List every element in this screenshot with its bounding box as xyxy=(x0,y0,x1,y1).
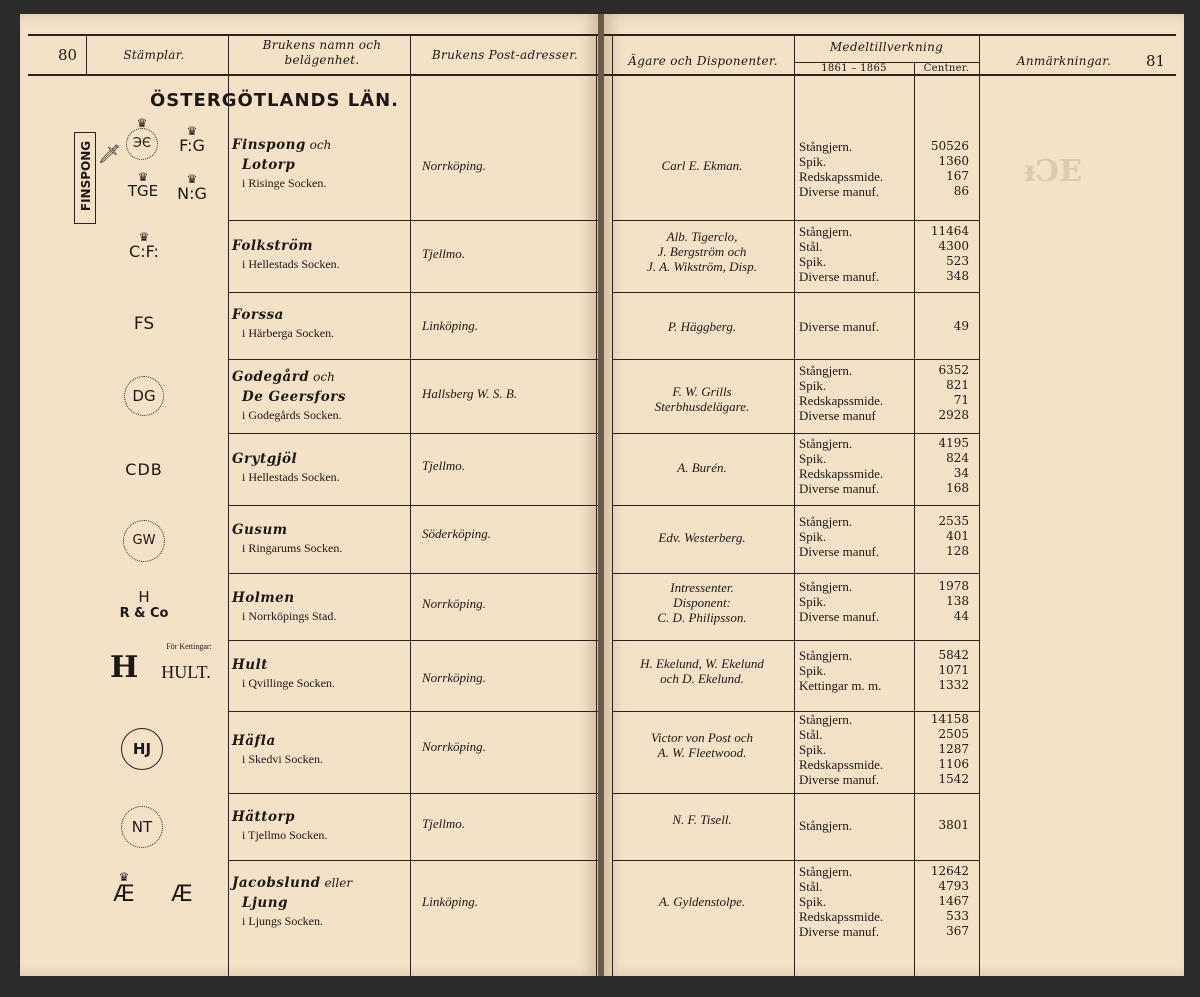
row-rule xyxy=(612,359,979,360)
production-row xyxy=(799,742,969,757)
stamp-text: TGE xyxy=(127,182,159,200)
right-page-number: 81 xyxy=(1146,52,1166,70)
product-qty: 138 xyxy=(946,594,969,608)
stamp-text: C:F: xyxy=(129,242,159,261)
production-row xyxy=(799,924,969,939)
production-row xyxy=(799,269,969,284)
works-parish: i Ringarums Socken. xyxy=(242,541,343,555)
stamp-holmen xyxy=(116,588,172,621)
product-qty: 4300 xyxy=(938,239,969,253)
works-name-2: Ljung xyxy=(242,895,288,911)
works-entry xyxy=(232,135,402,191)
product-qty: 2928 xyxy=(938,408,969,422)
product-name: Diverse manuf. xyxy=(799,772,880,787)
works-entry xyxy=(232,807,402,843)
product-name: Stångjern. xyxy=(799,363,853,378)
production-row xyxy=(799,239,969,254)
product-name: Stångjern. xyxy=(799,818,853,833)
post-address: Hallsberg W. S. B. xyxy=(422,386,518,401)
works-entry xyxy=(232,588,402,624)
production-row xyxy=(799,224,969,239)
header-owners: Ägare och Disponenter. xyxy=(628,54,778,68)
product-qty: 167 xyxy=(946,169,969,183)
row-rule xyxy=(228,860,598,861)
production-row xyxy=(799,909,969,924)
owner-entry xyxy=(612,530,792,545)
production-row xyxy=(799,648,969,663)
product-name: Spik. xyxy=(799,894,827,909)
production-entry xyxy=(799,436,969,496)
product-name: Redskapssmide. xyxy=(799,909,884,924)
product-name: Spik. xyxy=(799,378,827,393)
production-entry xyxy=(799,514,969,559)
product-name: Stångjern. xyxy=(799,712,853,727)
product-name: Spik. xyxy=(799,742,827,757)
production-row xyxy=(799,184,969,199)
product-qty: 49 xyxy=(953,319,969,333)
production-row xyxy=(799,408,969,423)
works-name: Jacobslund xyxy=(232,875,321,891)
works-name: Gusum xyxy=(232,522,288,538)
stamp-finspong-1 xyxy=(122,118,162,160)
works-parish: i Ljungs Socken. xyxy=(242,914,323,928)
owner-entry xyxy=(612,460,792,475)
product-qty: 14158 xyxy=(930,712,969,726)
works-entry xyxy=(232,655,402,691)
row-rule xyxy=(228,433,598,434)
works-name: Holmen xyxy=(232,590,295,606)
product-name: Spik. xyxy=(799,529,827,544)
row-rule xyxy=(612,793,979,794)
production-row xyxy=(799,169,969,184)
product-qty: 2505 xyxy=(938,727,969,741)
row-rule xyxy=(612,505,979,506)
product-name: Diverse manuf. xyxy=(799,544,880,559)
product-name: Diverse manuf. xyxy=(799,924,880,939)
production-row xyxy=(799,363,969,378)
production-entry xyxy=(799,579,969,624)
production-row xyxy=(799,757,969,772)
row-rule xyxy=(612,640,979,641)
production-row xyxy=(799,254,969,269)
owner-entry xyxy=(612,229,792,274)
product-qty: 3801 xyxy=(938,818,969,832)
product-name: Spik. xyxy=(799,254,827,269)
header-post-address: Brukens Post-adresser. xyxy=(431,48,579,62)
product-name: Stångjern. xyxy=(799,514,853,529)
product-name: Spik. xyxy=(799,663,827,678)
product-name: Redskapssmide. xyxy=(799,169,884,184)
stamp-folkstrom xyxy=(124,232,164,261)
post-address: Linköping. xyxy=(422,318,478,333)
row-rule xyxy=(612,860,979,861)
stamp-finspong-3 xyxy=(120,172,166,200)
product-name: Diverse manuf xyxy=(799,408,876,423)
row-rule xyxy=(228,505,598,506)
production-entry xyxy=(799,864,969,939)
stamp-text: FS xyxy=(133,314,155,334)
product-qty: 6352 xyxy=(938,363,969,377)
product-name: Spik. xyxy=(799,594,827,609)
works-entry xyxy=(232,449,402,485)
production-row xyxy=(799,579,969,594)
production-row xyxy=(799,609,969,624)
post-address: Tjellmo. xyxy=(422,246,465,261)
owner-line: Carl E. Ekman. xyxy=(661,158,743,173)
post-address: Tjellmo. xyxy=(422,816,465,831)
product-qty: 1287 xyxy=(938,742,969,756)
crown-icon: ♛ xyxy=(186,172,198,186)
top-rule xyxy=(604,34,1176,36)
owner-line: P. Häggberg. xyxy=(667,319,737,334)
owner-line: J. Bergström och xyxy=(657,244,747,259)
stamp-hult-h: H xyxy=(110,650,139,685)
product-qty: 71 xyxy=(953,393,969,407)
works-entry xyxy=(232,367,402,423)
header-works-name: Brukens namn och belägenhet. xyxy=(262,38,382,67)
product-qty: 367 xyxy=(946,924,969,938)
works-connector: och xyxy=(313,370,335,384)
header-years: 1861 – 1865 xyxy=(821,63,887,74)
stamp-text: H xyxy=(138,588,150,606)
owner-entry xyxy=(612,319,792,334)
production-row xyxy=(799,451,969,466)
stamp-hattorp xyxy=(120,806,164,848)
production-row xyxy=(799,663,969,678)
product-qty: 533 xyxy=(946,909,969,923)
product-qty: 1071 xyxy=(938,663,969,677)
stamp-text: NT xyxy=(121,806,163,848)
right-page xyxy=(604,14,1184,976)
crown-icon: ♛ xyxy=(186,124,198,138)
stamp-hult-note: För Kettingar: xyxy=(166,642,212,651)
production-row xyxy=(799,818,969,833)
production-entry xyxy=(799,139,969,199)
sword-icon: 🗡 xyxy=(98,144,121,165)
stamp-hult: HULT. xyxy=(161,662,211,682)
stamp-text: GW xyxy=(123,520,165,562)
works-name: Hult xyxy=(232,657,268,673)
production-row xyxy=(799,772,969,787)
production-row xyxy=(799,864,969,879)
owner-entry xyxy=(612,894,792,909)
production-entry xyxy=(799,224,969,284)
county-title: ÖSTERGÖTLANDS LÄN. xyxy=(150,90,399,111)
production-row xyxy=(799,436,969,451)
product-name: Stångjern. xyxy=(799,139,853,154)
works-entry xyxy=(232,731,402,767)
header-avg-production: Medeltillverkning xyxy=(829,40,944,54)
production-row xyxy=(799,466,969,481)
product-qty: 824 xyxy=(946,451,969,465)
production-row xyxy=(799,678,969,693)
works-entry xyxy=(232,236,402,272)
header-remarks: Anmärkningar. xyxy=(1016,54,1112,68)
works-parish: i Härberga Socken. xyxy=(242,326,335,340)
product-qty: 1360 xyxy=(938,154,969,168)
owner-line: Intressenter. xyxy=(670,580,734,595)
production-row xyxy=(799,712,969,727)
production-row xyxy=(799,727,969,742)
post-address: Norrköping. xyxy=(422,670,486,685)
product-name: Stål. xyxy=(799,727,823,742)
works-name: Grytgjöl xyxy=(232,451,298,467)
works-name: Forssa xyxy=(232,307,284,323)
works-parish: i Qvillinge Socken. xyxy=(242,676,335,690)
row-rule xyxy=(228,359,598,360)
works-name-2: Lotorp xyxy=(242,157,296,173)
left-page xyxy=(20,14,598,976)
stamp-text: FINSPONG xyxy=(79,140,93,212)
product-qty: 11464 xyxy=(930,224,969,238)
stamp-jacobslund-2 xyxy=(160,882,204,907)
owner-entry xyxy=(612,580,792,625)
works-entry xyxy=(232,873,402,929)
product-name: Spik. xyxy=(799,154,827,169)
row-rule xyxy=(228,292,598,293)
production-row xyxy=(799,139,969,154)
product-name: Stångjern. xyxy=(799,648,853,663)
product-name: Kettingar m. m. xyxy=(799,678,882,693)
product-qty: 12642 xyxy=(930,864,969,878)
stamp-text: F:G xyxy=(179,136,205,155)
row-rule xyxy=(228,640,598,641)
owner-line: N. F. Tisell. xyxy=(672,812,732,827)
owner-line: Alb. Tigerclo, xyxy=(666,229,738,244)
works-parish: i Tjellmo Socken. xyxy=(242,828,328,842)
row-rule xyxy=(228,220,598,221)
owner-line: A. W. Fleetwood. xyxy=(657,745,747,760)
product-qty: 2535 xyxy=(938,514,969,528)
works-name: Godegård xyxy=(232,369,310,385)
row-rule xyxy=(228,793,598,794)
owner-entry xyxy=(612,384,792,414)
owner-entry xyxy=(612,730,792,760)
production-row xyxy=(799,594,969,609)
stamp-text: ЭЄ xyxy=(126,128,158,160)
production-row xyxy=(799,894,969,909)
product-name: Spik. xyxy=(799,451,827,466)
production-row xyxy=(799,529,969,544)
row-rule xyxy=(612,220,979,221)
production-row xyxy=(799,514,969,529)
stamp-godegard xyxy=(124,376,164,416)
row-rule xyxy=(612,292,979,293)
works-connector: och xyxy=(309,138,332,152)
product-name: Stångjern. xyxy=(799,224,853,239)
product-qty: 1542 xyxy=(938,772,969,786)
product-name: Diverse manuf. xyxy=(799,481,880,496)
stamp-text: Æ xyxy=(171,882,193,907)
header-stamps: Stämplar. xyxy=(123,48,185,62)
product-qty: 1978 xyxy=(938,579,969,593)
production-row xyxy=(799,154,969,169)
production-entry xyxy=(799,712,969,787)
product-name: Stångjern. xyxy=(799,864,853,879)
production-entry xyxy=(799,648,969,693)
owner-line: Victor von Post och xyxy=(651,730,753,745)
owner-line: F. W. Grills xyxy=(672,384,732,399)
stamp-hafla xyxy=(120,728,164,770)
stamp-text: R & Co xyxy=(119,606,169,621)
works-name: Finspong xyxy=(232,137,306,153)
product-qty: 821 xyxy=(946,378,969,392)
product-qty: 44 xyxy=(953,609,969,623)
product-name: Redskapssmide. xyxy=(799,393,884,408)
owner-line: Disponent: xyxy=(673,595,731,610)
works-parish: i Norrköpings Stad. xyxy=(242,609,337,623)
production-row xyxy=(799,481,969,496)
crown-icon: ♛ xyxy=(136,116,148,130)
post-address: Tjellmo. xyxy=(422,458,465,473)
owner-line: C. D. Philipsson. xyxy=(657,610,747,625)
product-qty: 168 xyxy=(946,481,969,495)
product-qty: 1467 xyxy=(938,894,969,908)
post-address: Linköping. xyxy=(422,894,478,909)
top-rule xyxy=(28,34,598,36)
product-qty: 34 xyxy=(953,466,969,480)
stamp-gusum xyxy=(122,520,166,562)
header-unit: Centner. xyxy=(923,63,970,74)
stamp-forssa xyxy=(124,314,164,334)
bleed-through: ᵻϽE xyxy=(1024,154,1083,189)
owner-entry xyxy=(612,812,792,827)
row-rule xyxy=(612,433,979,434)
stamp-finspong-2 xyxy=(172,126,212,155)
works-name: Hättorp xyxy=(232,809,296,825)
owner-entry xyxy=(612,656,792,686)
works-parish: i Hellestads Socken. xyxy=(242,470,340,484)
works-name-2: De Geersfors xyxy=(242,389,346,405)
header-rule xyxy=(28,74,598,76)
stamp-grytgjol xyxy=(118,460,170,479)
works-entry xyxy=(232,305,402,341)
product-name: Redskapssmide. xyxy=(799,757,884,772)
works-name: Folkström xyxy=(232,238,314,254)
production-row xyxy=(799,544,969,559)
product-qty: 4793 xyxy=(938,879,969,893)
product-qty: 128 xyxy=(946,544,969,558)
works-parish: i Risinge Socken. xyxy=(242,176,327,190)
production-entry xyxy=(799,363,969,423)
product-qty: 1106 xyxy=(938,757,969,771)
row-rule xyxy=(228,573,598,574)
owner-line: Edv. Westerberg. xyxy=(658,530,746,545)
crown-icon: ♛ xyxy=(118,870,130,884)
post-address: Norrköping. xyxy=(422,739,486,754)
row-rule xyxy=(228,711,598,712)
col-rule xyxy=(979,34,980,976)
owner-entry xyxy=(612,158,792,173)
works-connector: eller xyxy=(324,876,353,890)
stamp-text: Æ xyxy=(113,882,135,907)
left-page-number: 80 xyxy=(58,46,78,64)
works-entry xyxy=(232,520,402,556)
product-name: Stångjern. xyxy=(799,436,853,451)
crown-icon: ♛ xyxy=(138,230,150,244)
product-name: Stångjern. xyxy=(799,579,853,594)
product-qty: 523 xyxy=(946,254,969,268)
owner-line: J. A. Wikström, Disp. xyxy=(647,259,757,274)
product-name: Diverse manuf. xyxy=(799,184,880,199)
post-address: Norrköping. xyxy=(422,596,486,611)
stamp-jacobslund-1 xyxy=(102,872,146,907)
product-qty: 86 xyxy=(953,184,969,198)
product-name: Stål. xyxy=(799,239,823,254)
production-row xyxy=(799,393,969,408)
production-entry xyxy=(799,319,969,334)
works-parish: i Hellestads Socken. xyxy=(242,257,340,271)
product-qty: 50526 xyxy=(930,139,969,153)
stamp-text: CDB xyxy=(125,460,163,479)
production-row xyxy=(799,879,969,894)
crown-icon: ♛ xyxy=(137,170,149,184)
works-parish: i Skedvi Socken. xyxy=(242,752,323,766)
product-qty: 401 xyxy=(946,529,969,543)
row-rule xyxy=(612,573,979,574)
product-qty: 348 xyxy=(946,269,969,283)
product-qty: 5842 xyxy=(938,648,969,662)
works-name: Häfla xyxy=(232,733,276,749)
stamp-text: HJ xyxy=(121,728,163,770)
production-entry xyxy=(799,818,969,833)
stamp-finspong-4 xyxy=(172,174,212,203)
product-qty: 4195 xyxy=(938,436,969,450)
owner-line: Sterbhusdelägare. xyxy=(654,399,750,414)
product-name: Diverse manuf. xyxy=(799,319,880,334)
product-name: Diverse manuf. xyxy=(799,609,880,624)
stamp-text: DG xyxy=(124,376,164,416)
product-name: Stål. xyxy=(799,879,823,894)
product-name: Redskapssmide. xyxy=(799,466,884,481)
stamp-finspong-box xyxy=(74,132,96,224)
production-row xyxy=(799,378,969,393)
owner-line: och D. Ekelund. xyxy=(660,671,744,686)
post-address: Söderköping. xyxy=(422,526,491,541)
post-address: Norrköping. xyxy=(422,158,486,173)
product-qty: 1332 xyxy=(938,678,969,692)
owner-line: H. Ekelund, W. Ekelund xyxy=(640,656,764,671)
product-name: Diverse manuf. xyxy=(799,269,880,284)
col-rule xyxy=(86,34,87,76)
works-parish: i Godegårds Socken. xyxy=(242,408,342,422)
production-row xyxy=(799,319,969,334)
owner-line: A. Gyldenstolpe. xyxy=(658,894,746,909)
owner-line: A. Burén. xyxy=(677,460,727,475)
stamp-text: N:G xyxy=(177,184,207,203)
